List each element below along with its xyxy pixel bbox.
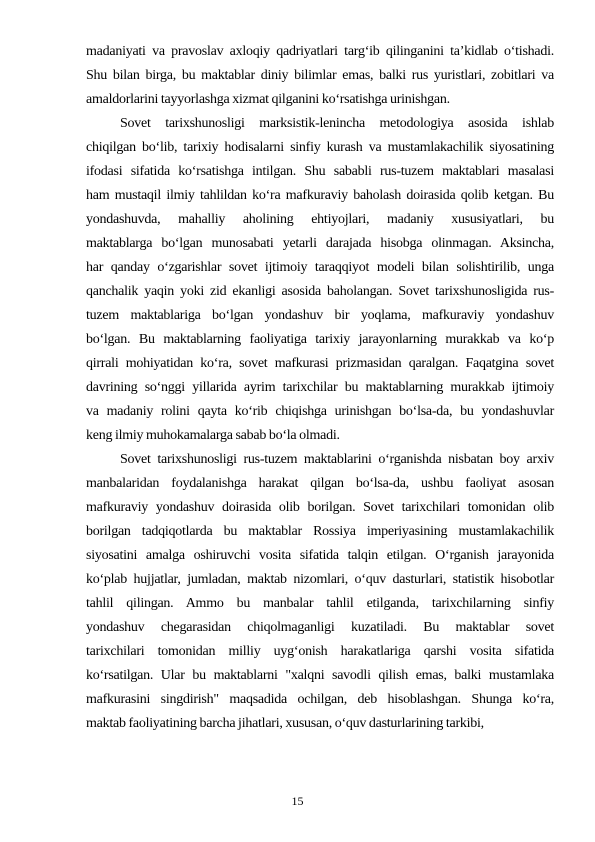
text-line: tuzem maktablariga bo‘lgan yondashuv bir yoqlama, mafkuraviy yondashuv (86, 308, 554, 323)
text-line: siyosatini amalga oshiruvchi vosita sifatida talqin etilgan. O‘rganish jarayonida (86, 548, 554, 563)
paragraph (86, 40, 554, 112)
text-line: amaldorlarini tayyorlashga xizmat qilganini ko‘rsatishga urinishgan. (86, 92, 450, 107)
text-line: tahlil qilingan. Ammo bu manbalar tahlil etilganda, tarixchilarning sinfiy (86, 596, 554, 611)
text-line: va madaniy rolini qayta ko‘rib chiqishga urinishgan bo‘lsa-da, bu yondashuvlar (86, 404, 554, 419)
text-line: madaniyati va pravoslav axloqiy qadriyatlari targ‘ib qilinganini ta’kidlab o‘tishadi. (86, 44, 554, 59)
text-line: manbalaridan foydalanishga harakat qilgan bo‘lsa-da, ushbu faoliyat asosan (86, 476, 554, 491)
text-line: mafkuraviy yondashuv doirasida olib borilgan. Sovet tarixchilari tomonidan olib (86, 500, 554, 515)
paragraph (86, 448, 554, 736)
text-line: maktablarga bo‘lgan munosabati yetarli darajada hisobga olinmagan. Aksincha, (86, 236, 554, 251)
text-line: Sovet tarixshunosligi rus-tuzem maktablarini o‘rganishda nisbatan boy arxiv (120, 452, 554, 467)
text-line: davrining so‘nggi yillarida ayrim tarixchilar bu maktablarning murakkab ijtimoiy (86, 380, 554, 395)
text-line: yondashuv chegarasidan chiqolmaganligi kuzatiladi. Bu maktablar sovet (86, 620, 554, 635)
text-line: qanchalik yaqin yoki zid ekanligi asosida baholangan. Sovet tarixshunosligida rus- (86, 284, 554, 299)
text-line: har qanday o‘zgarishlar sovet ijtimoiy taraqqiyot modeli bilan solishtirilib, unga (86, 260, 554, 275)
text-line: Shu bilan birga, bu maktablar diniy bilimlar emas, balki rus yuristlari, zobitlari va (86, 68, 554, 83)
page-number: 15 (291, 794, 304, 808)
text-line: chiqilgan bo‘lib, tarixiy hodisalarni sinfiy kurash va mustamlakachilik siyosatining (86, 140, 554, 155)
paragraph (86, 112, 554, 448)
text-line: ifodasi sifatida ko‘rsatishga intilgan. Shu sababli rus-tuzem maktablari masalasi (86, 164, 554, 179)
text-line: keng ilmiy muhokamalarga sabab bo‘la olmadi. (86, 428, 340, 443)
text-line: ko‘rsatilgan. Ular bu maktablarni "xalqni savodli qilish emas, balki mustamlaka (86, 668, 554, 683)
text-line: yondashuvda, mahalliy aholining ehtiyojlari, madaniy xususiyatlari, bu (86, 212, 554, 227)
text-line: ko‘plab hujjatlar, jumladan, maktab nizomlari, o‘quv dasturlari, statistik hisobotlar (86, 572, 554, 587)
text-line: qirrali mohiyatidan ko‘ra, sovet mafkurasi prizmasidan qaralgan. Faqatgina sovet (86, 356, 554, 371)
text-line: ham mustaqil ilmiy tahlildan ko‘ra mafkuraviy baholash doirasida qolib ketgan. Bu (86, 188, 554, 203)
text-line: maktab faoliyatining barcha jihatlari, xususan, o‘quv dasturlarining tarkibi, (86, 716, 484, 731)
text-line: Sovet tarixshunosligi marksistik-lenincha metodologiya asosida ishlab (120, 116, 554, 131)
text-line: borilgan tadqiqotlarda bu maktablar Rossiya imperiyasining mustamlakachilik (86, 524, 554, 539)
text-line: bo‘lgan. Bu maktablarning faoliyatiga tarixiy jarayonlarning murakkab va ko‘p (86, 332, 554, 347)
body-text (86, 40, 554, 736)
text-line: mafkurasini singdirish" maqsadida ochilgan, deb hisoblashgan. Shunga ko‘ra, (86, 692, 554, 707)
text-line: tarixchilari tomonidan milliy uyg‘onish harakatlariga qarshi vosita sifatida (86, 644, 554, 659)
